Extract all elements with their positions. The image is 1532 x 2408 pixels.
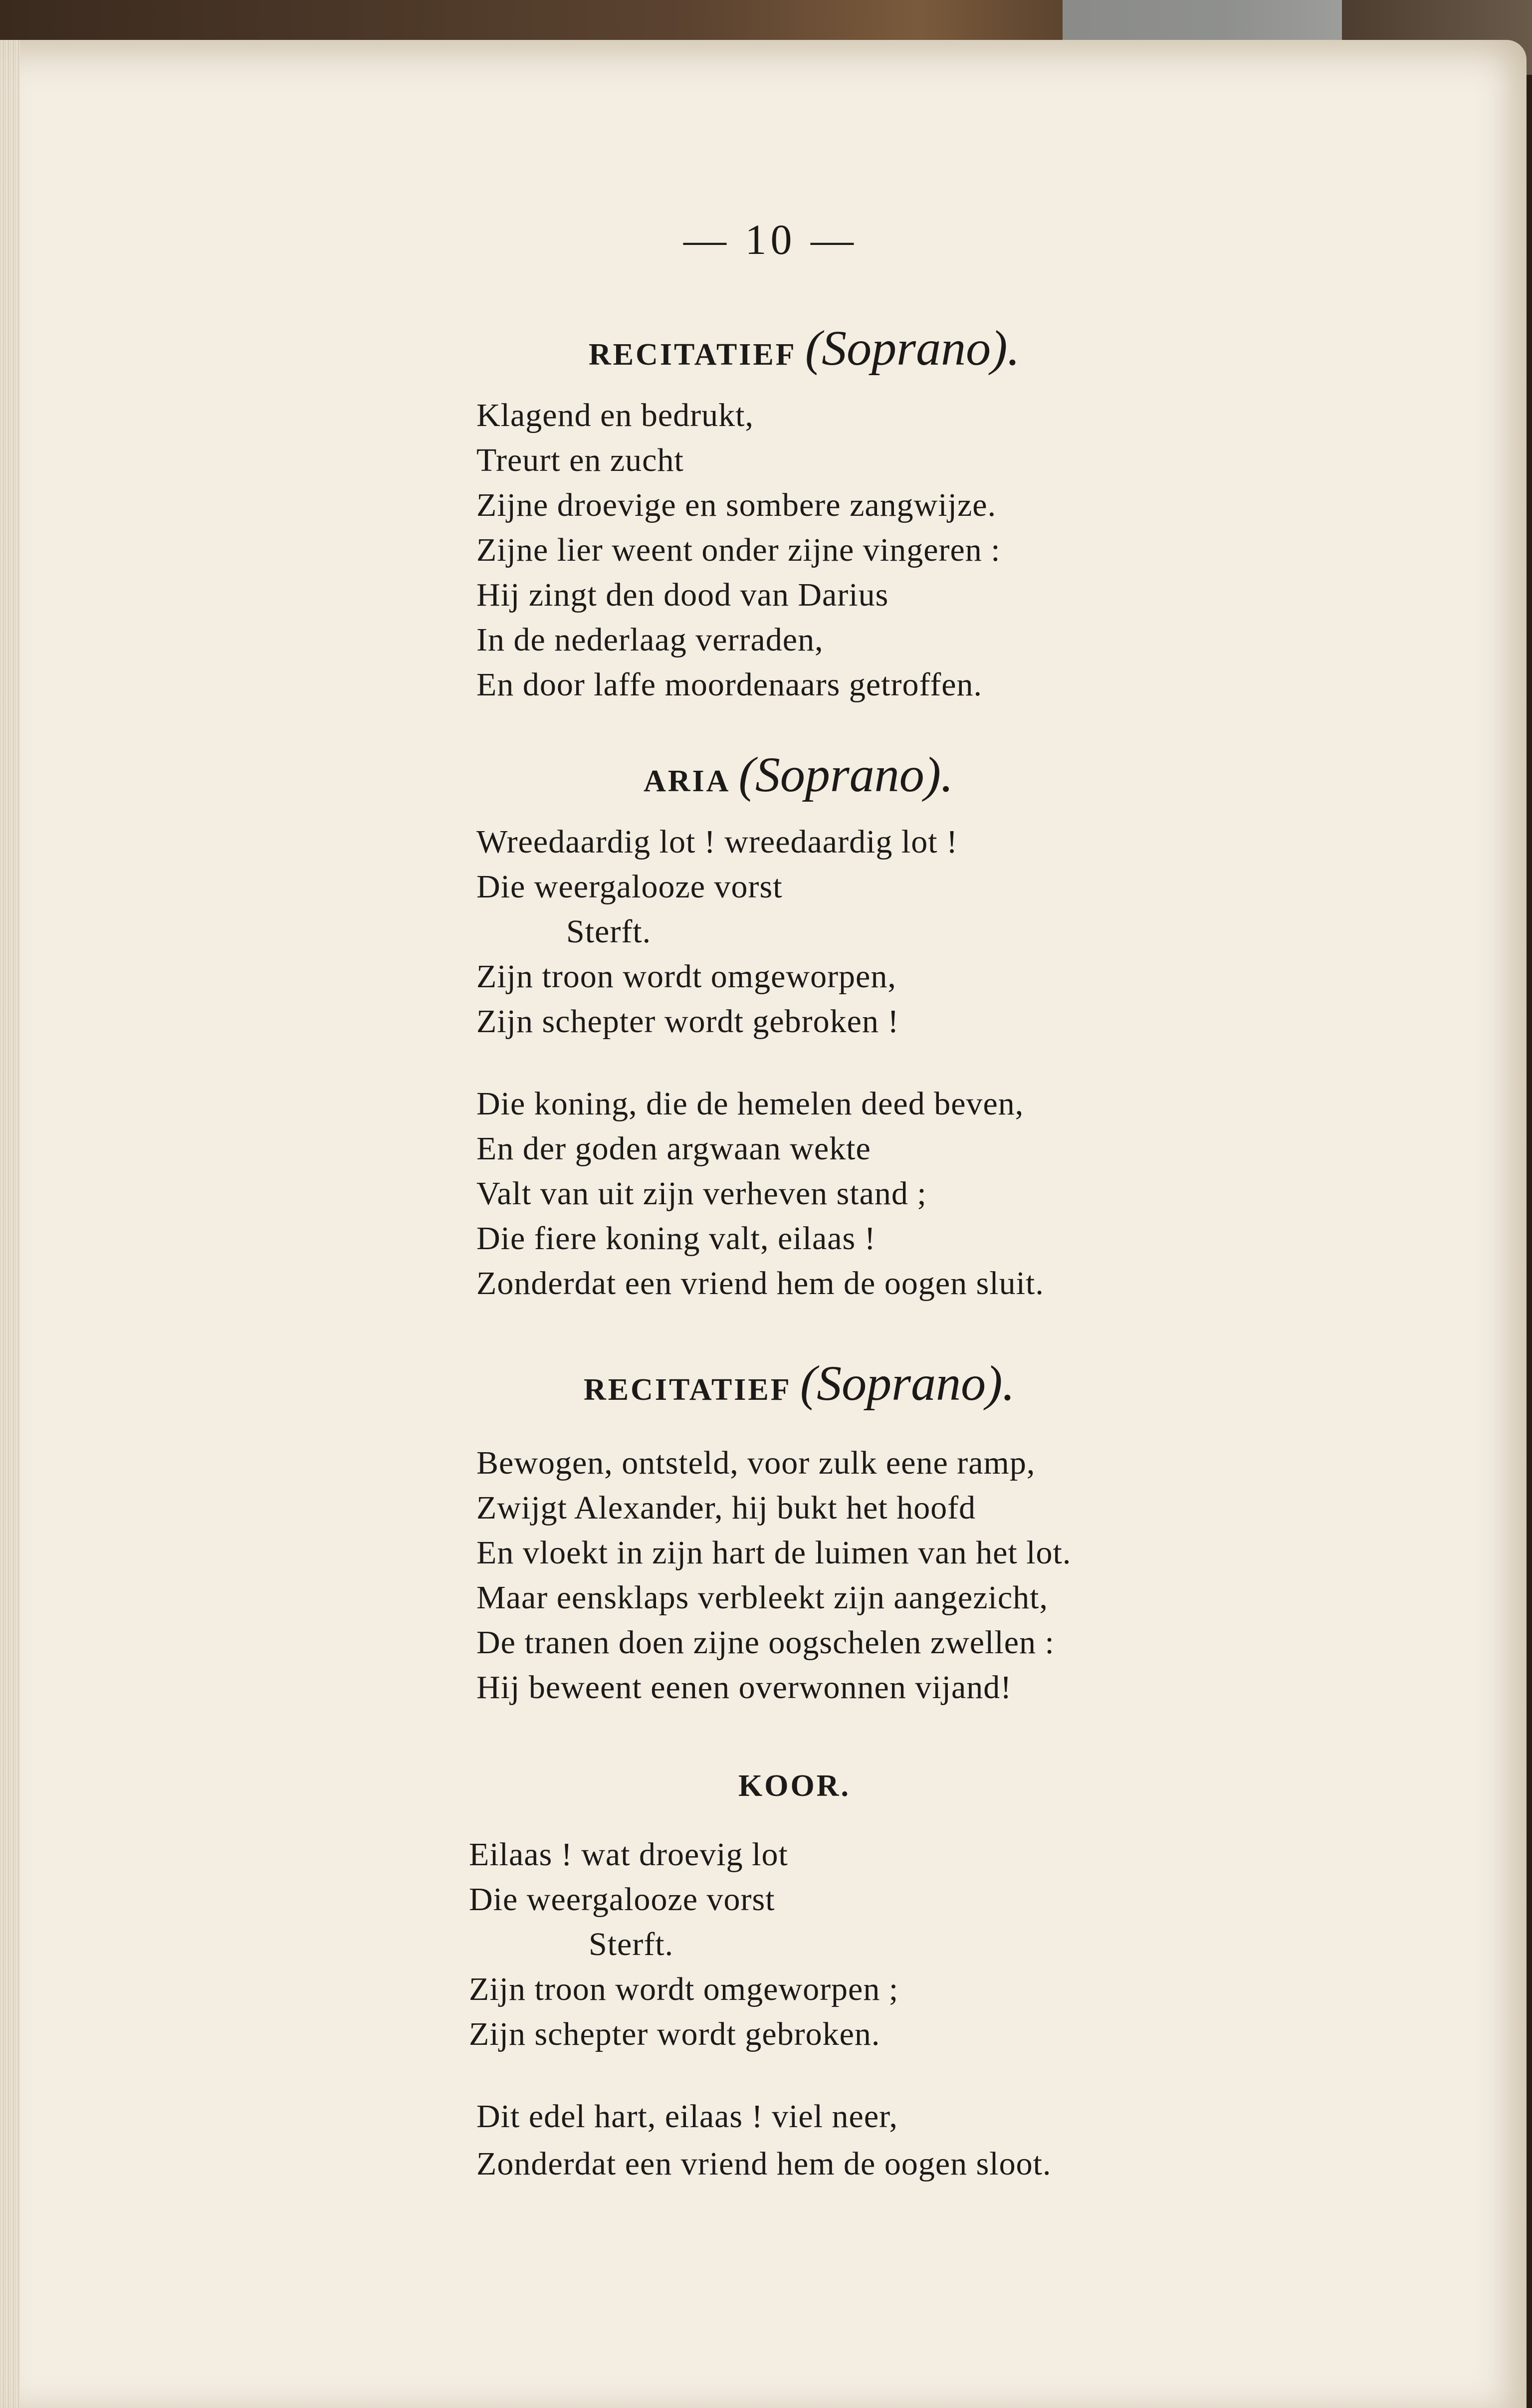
- verse-line: Eilaas ! wat droevig lot: [469, 1836, 788, 1873]
- section-heading-koor: [738, 1768, 851, 1804]
- verse-line: Zonderdat een vriend hem de oogen sluit.: [476, 1265, 1044, 1302]
- verse-line: De tranen doen zijne oogschelen zwellen :: [476, 1624, 1055, 1661]
- verse-line: Die koning, die de hemelen deed beven,: [476, 1086, 1024, 1122]
- verse-line: Zijn troon wordt omgeworpen,: [476, 958, 896, 995]
- section-heading-recitatief-2: [584, 1354, 1015, 1412]
- section-heading-aria: [644, 746, 953, 803]
- verse-line: Zwijgt Alexander, hij bukt het hoofd: [476, 1490, 976, 1526]
- verse-line: Die fiere koning valt, eilaas !: [476, 1220, 876, 1257]
- verse-line: Die weergalooze vorst: [469, 1881, 775, 1918]
- verse-line: Hij beweent eenen overwonnen vijand!: [476, 1669, 1012, 1706]
- verse-line: Zijn schepter wordt gebroken !: [476, 1003, 899, 1040]
- verse-line: Maar eensklaps verbleekt zijn aangezicht,: [476, 1579, 1048, 1616]
- verse-line-indented: Sterft.: [566, 913, 652, 950]
- verse-line: Zijne droevige en sombere zangwijze.: [476, 487, 997, 523]
- verse-line: En vloekt in zijn hart de luimen van het lot.: [476, 1534, 1072, 1571]
- verse-line: In de nederlaag verraden,: [476, 622, 824, 658]
- verse-line: Die weergalooze vorst: [476, 869, 783, 905]
- verse-line: Zonderdat een vriend hem de oogen sloot.: [476, 2146, 1052, 2182]
- verse-line: En door laffe moordenaars getroffen.: [476, 666, 983, 703]
- verse-line: Zijn schepter wordt gebroken.: [469, 2016, 880, 2052]
- page-stack-edges: [0, 40, 20, 2408]
- verse-line: Hij zingt den dood van Darius: [476, 577, 889, 613]
- verse-line: Zijn troon wordt omgeworpen ;: [469, 1971, 899, 2007]
- verse-line: [469, 1926, 673, 1964]
- page-number: — 10 —: [683, 216, 858, 263]
- section-heading-recitatief-1: [589, 319, 1020, 377]
- section-heading-part: (Soprano).: [805, 320, 1020, 376]
- verse-line: Bewogen, ontsteld, voor zulk eene ramp,: [476, 1445, 1036, 1481]
- section-heading-label: RECITATIEF: [584, 1373, 791, 1407]
- verse-line: Dit edel hart, eilaas ! viel neer,: [476, 2098, 898, 2135]
- section-heading-label: RECITATIEF: [589, 338, 796, 372]
- verse-line: Zijne lier weent onder zijne vingeren :: [476, 532, 1001, 568]
- verse-line: Klagend en bedrukt,: [476, 397, 754, 434]
- section-heading-label: KOOR.: [738, 1769, 851, 1803]
- verse-line-indented: Sterft.: [589, 1926, 674, 1963]
- section-heading-part: (Soprano).: [738, 747, 954, 802]
- verse-line: Treurt en zucht: [476, 442, 684, 478]
- verse-line: Wreedaardig lot ! wreedaardig lot !: [476, 824, 958, 860]
- verse-line: En der goden argwaan wekte: [476, 1130, 871, 1167]
- verse-line: Valt van uit zijn verheven stand ;: [476, 1175, 927, 1212]
- section-heading-label: ARIA: [644, 764, 729, 798]
- verse-line: [476, 913, 651, 951]
- section-heading-part: (Soprano).: [800, 1355, 1015, 1411]
